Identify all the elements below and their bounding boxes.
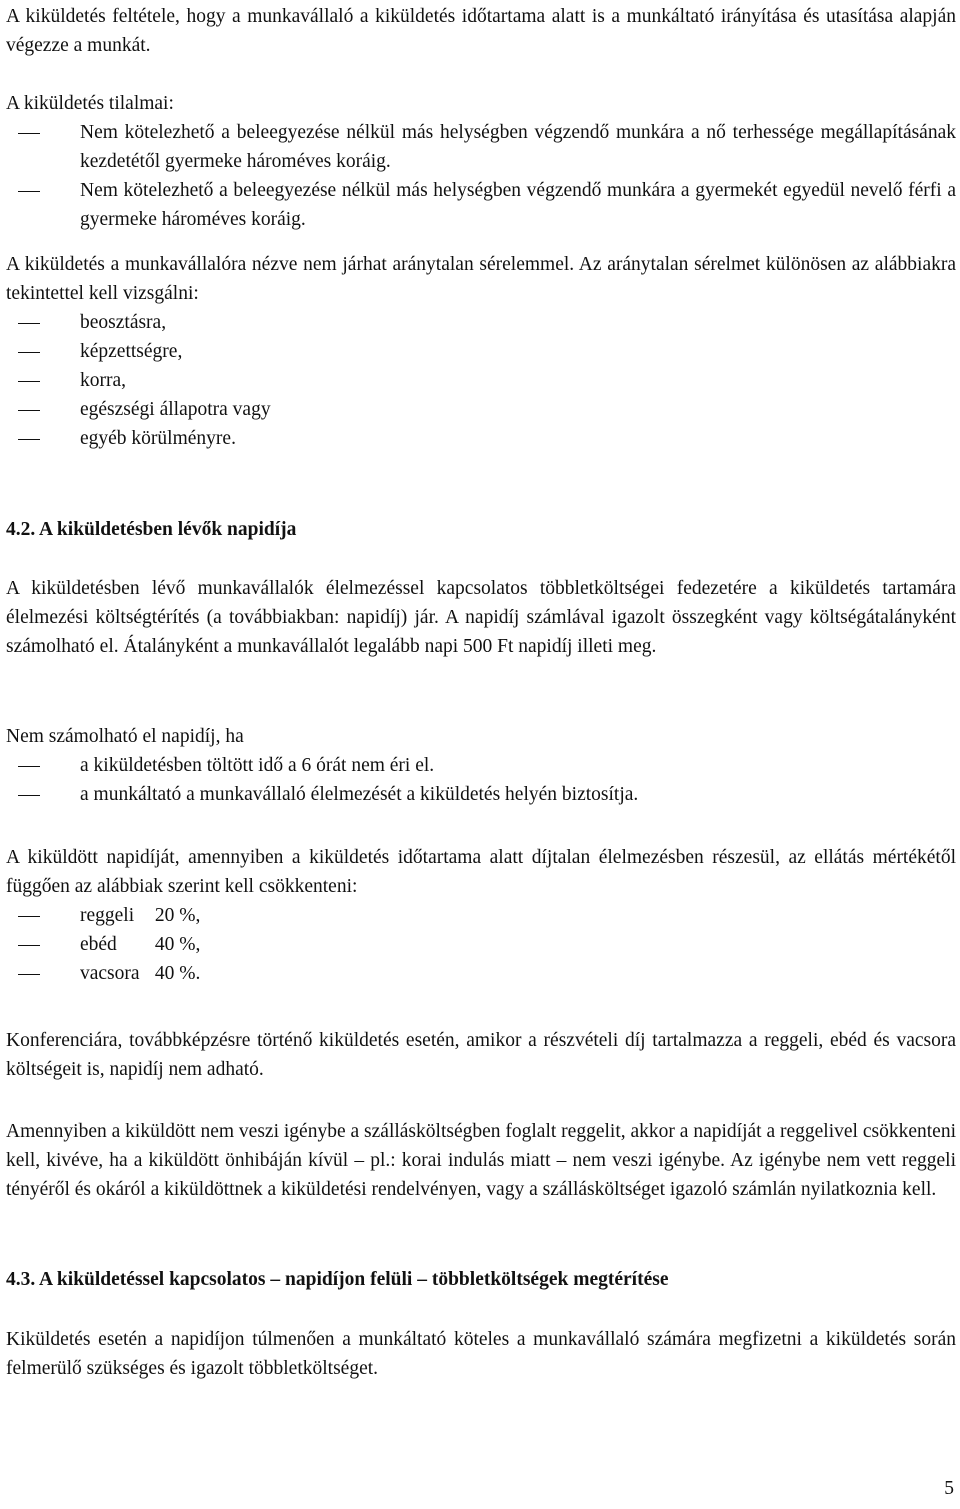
sereles-block — [6, 250, 956, 453]
csokkentes-text: A kiküldött napidíját, amennyiben a kiküldetés időtartama alatt díjtalan élelmezésben részesül, az ellátás mértékétől függően az alábbiak szerint kell csökkenteni: — [6, 847, 956, 897]
meal-name: vacsora — [80, 963, 140, 984]
meal-percent: 20 %, — [154, 905, 201, 926]
list-item: egészségi állapotra vagy — [6, 395, 956, 424]
reggeli-text: Amennyiben a kiküldött nem veszi igénybe a szállásköltségben foglalt reggelit, akkor a napidíját a reggelivel csökkenteni kell, kivéve, ha a kiküldött önhibáján kívül – pl.: korai indulás miatt – nem veszi igénybe. Az igénybe nem vett reggeli tényéről és okáról a kiküldöttnek a kiküldetési rendelvényen, vagy a szállásköltséget igazoló számlán nyilatkoznia kell. — [6, 1121, 956, 1200]
napidij-paragraph — [6, 574, 956, 661]
reggeli-paragraph — [6, 1117, 956, 1204]
konferencia-text: Konferenciára, továbbképzésre történő kiküldetés esetén, amikor a részvételi díj tartalmazza a reggeli, ebéd és vacsora költségeit is, napidíj nem adható. — [6, 1030, 956, 1080]
list-item — [6, 901, 956, 930]
csokkentes-block — [6, 843, 956, 988]
tobbletkoltseg-paragraph — [6, 1325, 956, 1383]
meal-list — [6, 901, 956, 988]
list-item: beosztásra, — [6, 308, 956, 337]
meal-percent: 40 %, — [154, 934, 201, 955]
list-item — [6, 930, 956, 959]
list-item: a kiküldetésben töltött idő a 6 órát nem éri el. — [6, 751, 956, 780]
meal-name: reggeli — [80, 905, 135, 926]
list-item: a munkáltató a munkavállaló élelmezését a kiküldetés helyén biztosítja. — [6, 780, 956, 809]
meal-percent: 40 %. — [154, 963, 201, 984]
list-item: egyéb körülményre. — [6, 424, 956, 453]
intro-text: A kiküldetés feltétele, hogy a munkavállaló a kiküldetés időtartama alatt is a munkáltató irányítása és utasítása alapján végezze a munkát. — [6, 6, 956, 56]
list-item: képzettségre, — [6, 337, 956, 366]
konferencia-paragraph — [6, 1026, 956, 1084]
sereles-text: A kiküldetés a munkavállalóra nézve nem járhat aránytalan sérelemmel. Az aránytalan sérelmet különösen az alábbiakra tekintettel kell vizsgálni: — [6, 254, 956, 304]
section-heading: 4.2. A kiküldetésben lévők napidíja — [6, 519, 297, 540]
sereles-list — [6, 308, 956, 453]
napidij-text: A kiküldetésben lévő munkavállalók élelmezéssel kapcsolatos többletköltségei fedezetére a kiküldetés tartamára élelmezési költségtérítés (a továbbiakban: napidíj) jár. A napidíj számlával igazolt összegként vagy költségátalányként számolható el. Átalányként a munkavállalót legalább napi 500 Ft napidíj illeti meg. — [6, 578, 956, 657]
nem-szamolhato-intro: Nem számolható el napidíj, ha — [6, 726, 244, 747]
tilalmak-block — [6, 89, 956, 234]
nem-szamolhato-block — [6, 722, 956, 809]
tilalmak-intro: A kiküldetés tilalmai: — [6, 93, 174, 114]
page-number: 5 — [944, 1478, 954, 1499]
tobbletkoltseg-text: Kiküldetés esetén a napidíjon túlmenően a munkáltató köteles a munkavállaló számára megfizetni a kiküldetés során felmerülő szükséges és igazolt többletköltséget. — [6, 1329, 956, 1379]
list-item — [6, 959, 956, 988]
meal-name: ebéd — [80, 934, 117, 955]
list-item: Nem kötelezhető a beleegyezése nélkül más helységben végzendő munkára a gyermekét egyedül nevelő férfi a gyermeke hároméves koráig. — [6, 176, 956, 234]
section-heading: 4.3. A kiküldetéssel kapcsolatos – napidíjon felüli – többletköltségek megtérítése — [6, 1269, 669, 1290]
list-item: Nem kötelezhető a beleegyezése nélkül más helységben végzendő munkára a nő terhessége megállapításának kezdetétől gyermeke hároméves koráig. — [6, 118, 956, 176]
section-4-2-heading-block — [6, 515, 956, 544]
tilalmak-list — [6, 118, 956, 234]
nem-szamolhato-list — [6, 751, 956, 809]
section-4-3-heading-block — [6, 1265, 956, 1294]
intro-paragraph — [6, 2, 956, 60]
list-item: korra, — [6, 366, 956, 395]
